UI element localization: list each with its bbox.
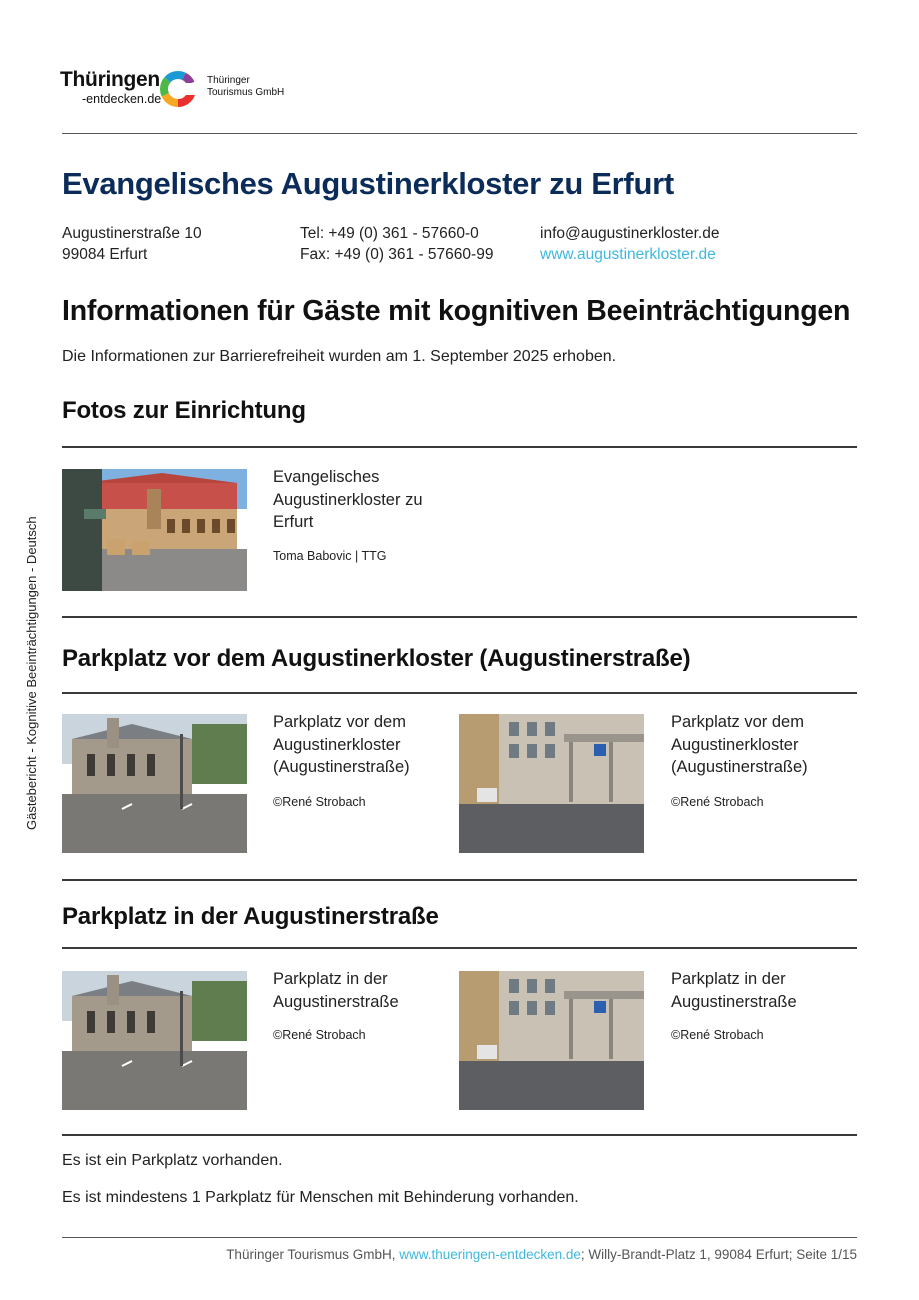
org-name: Thüringer Tourismus GmbH bbox=[207, 75, 285, 98]
page-title: Evangelisches Augustinerkloster zu Erfurt bbox=[62, 166, 674, 201]
fax-number: Fax: +49 (0) 361 - 57660-99 bbox=[300, 246, 494, 263]
online-block bbox=[540, 223, 719, 265]
photo-parking-street bbox=[459, 971, 644, 1110]
logo-wordmark: Thüringen bbox=[60, 68, 160, 91]
page-footer: Thüringer Tourismus GmbH, www.thueringen-entdecken.de; Willy-Brandt-Platz 1, 99084 Erfurt; Seite 1/15 bbox=[226, 1247, 857, 1262]
section-divider bbox=[62, 616, 857, 618]
footer-divider bbox=[62, 1237, 857, 1238]
section-divider bbox=[62, 1134, 857, 1136]
photo-credit: ©René Strobach bbox=[273, 1028, 366, 1042]
section-divider bbox=[62, 446, 857, 448]
photo-caption: Parkplatz vor dem Augustinerkloster (Augustinerstraße) bbox=[273, 713, 410, 776]
main-heading: Informationen für Gäste mit kognitiven Beeinträchtigungen bbox=[62, 295, 851, 327]
photo-caption: Evangelisches Augustinerkloster zu Erfurt bbox=[273, 468, 423, 531]
brand-logo bbox=[60, 68, 161, 106]
fact-parking-available: Es ist ein Parkplatz vorhanden. bbox=[62, 1152, 283, 1169]
section-heading-parking-street: Parkplatz in der Augustinerstraße bbox=[62, 903, 439, 930]
photo-courtyard bbox=[62, 469, 247, 591]
photo-parking-street bbox=[459, 714, 644, 853]
section-heading-photos: Fotos zur Einrichtung bbox=[62, 397, 306, 424]
logo-domain: -entdecken.de bbox=[82, 92, 162, 106]
photo-credit: Toma Babovic | TTG bbox=[273, 549, 387, 563]
section-heading-parking-front: Parkplatz vor dem Augustinerkloster (Augustinerstraße) bbox=[62, 645, 691, 672]
footer-link[interactable]: www.thueringen-entdecken.de bbox=[399, 1247, 581, 1262]
fact-accessible-parking: Es ist mindestens 1 Parkplatz für Menschen mit Behinderung vorhanden. bbox=[62, 1189, 579, 1206]
photo-parking-church bbox=[62, 714, 247, 853]
website-link[interactable]: www.augustinerkloster.de bbox=[540, 246, 716, 263]
address-city: 99084 Erfurt bbox=[62, 246, 148, 263]
email-address: info@augustinerkloster.de bbox=[540, 225, 720, 242]
section-divider bbox=[62, 879, 857, 881]
photo-credit: ©René Strobach bbox=[671, 795, 764, 809]
photo-credit: ©René Strobach bbox=[671, 1028, 764, 1042]
phone-block bbox=[300, 223, 493, 265]
photo-caption: Parkplatz in der Augustinerstraße bbox=[671, 970, 797, 1011]
survey-note: Die Informationen zur Barrierefreiheit wurden am 1. September 2025 erhoben. bbox=[62, 348, 617, 365]
photo-parking-church bbox=[62, 971, 247, 1110]
photo-caption: Parkplatz in der Augustinerstraße bbox=[273, 970, 399, 1011]
section-divider bbox=[62, 947, 857, 949]
address-block bbox=[62, 223, 202, 265]
header-divider bbox=[62, 133, 857, 134]
logo-ring-icon bbox=[158, 69, 198, 114]
address-street: Augustinerstraße 10 bbox=[62, 225, 202, 242]
phone-number: Tel: +49 (0) 361 - 57660-0 bbox=[300, 225, 479, 242]
side-label: Gästebericht - Kognitive Beeinträchtigungen - Deutsch bbox=[24, 516, 39, 830]
photo-caption: Parkplatz vor dem Augustinerkloster (Augustinerstraße) bbox=[671, 713, 808, 776]
photo-credit: ©René Strobach bbox=[273, 795, 366, 809]
section-divider bbox=[62, 692, 857, 694]
